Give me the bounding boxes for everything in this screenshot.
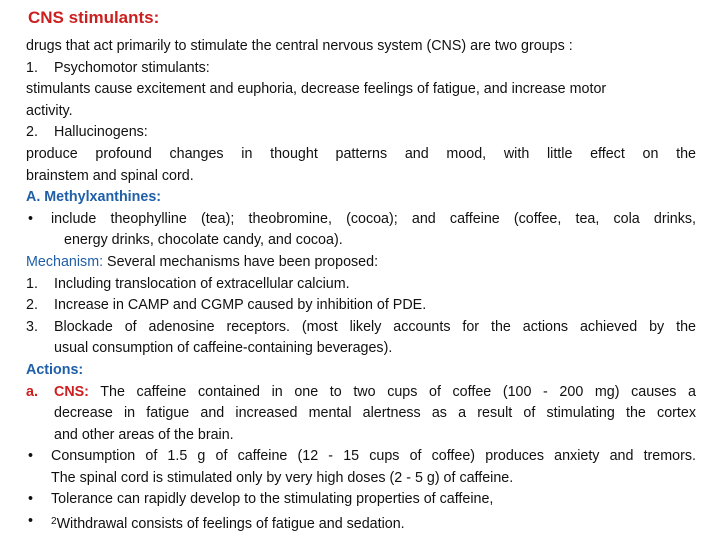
group-2-number: 2. (26, 124, 38, 141)
action-a (26, 382, 696, 447)
actions-heading: Actions: (26, 361, 84, 378)
section-a-heading: A. Methylxanthines: (26, 189, 162, 206)
mechanism-item-1-text: Including translocation of extracellular calcium. (54, 275, 350, 292)
mechanism-item-2-text: Increase in CAMP and CGMP caused by inhibition of PDE. (54, 297, 427, 314)
action-a-number: a. (26, 383, 38, 400)
action-bullet-2 (26, 489, 696, 511)
section-a-item-line1: include theophylline (tea); theobromine, (cocoa); and caffeine (coffee, tea, cola drinks, (51, 210, 696, 227)
group-2-desc-line2: brainstem and spinal cord. (26, 167, 194, 184)
bullet-icon: • (28, 491, 34, 508)
page-number: 2 (51, 516, 57, 528)
action-bullet-2-line1: Tolerance can rapidly develop to the stimulating properties of caffeine, (51, 491, 494, 508)
action-bullet-3-text: Withdrawal consists of feelings of fatigue and sedation. (56, 516, 405, 533)
group-1 (26, 58, 696, 80)
mechanism-item-3 (26, 317, 696, 360)
intro-text: drugs that act primarily to stimulate the central nervous system (CNS) are two groups : (26, 38, 573, 54)
mechanism-item-2-number: 2. (26, 297, 38, 314)
bullet-icon: • (28, 210, 34, 227)
group-1-number: 1. (26, 59, 38, 76)
action-bullet-1-line1: Consumption of 1.5 g of caffeine (12 - 15 cups of coffee) produces anxiety and tremors. (51, 448, 696, 465)
mechanism-item-1-number: 1. (26, 275, 38, 292)
section-a-item (26, 209, 696, 252)
group-2-label: Hallucinogens: (54, 124, 148, 141)
action-bullet-3-line1 (51, 511, 696, 536)
mechanism-item-2 (26, 295, 696, 317)
action-a-line3: and other areas of the brain. (54, 426, 234, 443)
mechanism-text: Several mechanisms have been proposed: (103, 253, 379, 270)
group-2 (26, 122, 696, 144)
slide-title: CNS stimulants: (28, 8, 160, 27)
mechanism-item-1 (26, 274, 696, 296)
action-bullet-1-line2: The spinal cord is stimulated only by very high doses (2 - 5 g) of caffeine. (51, 469, 514, 486)
group-1-desc-line1: stimulants cause excitement and euphoria, decrease feelings of fatigue, and increase motor (26, 81, 607, 98)
mechanism-line (26, 252, 696, 274)
group-1-desc-line2: activity. (26, 102, 73, 119)
action-bullet-1 (26, 446, 696, 489)
mechanism-item-3-line1: Blockade of adenosine receptors. (most likely accounts for the actions achieved by the (54, 318, 696, 335)
bullet-icon: • (28, 513, 34, 530)
action-a-text: The caffeine contained in one to two cups of coffee (100 - 200 mg) causes a (88, 383, 696, 400)
action-bullet-3 (26, 511, 696, 536)
mechanism-item-3-line2: usual consumption of caffeine-containing beverages). (54, 340, 393, 357)
action-a-line1 (54, 382, 696, 404)
mechanism-item-3-number: 3. (26, 318, 38, 335)
group-1-label: Psychomotor stimulants: (54, 59, 210, 76)
action-a-line2: decrease in fatigue and increased mental alertness as a result of stimulating the cortex (54, 405, 696, 422)
action-a-label: CNS: (54, 383, 89, 400)
slide-body (26, 36, 696, 536)
group-2-desc-line1: produce profound changes in thought patterns and mood, with little effect on the (26, 145, 696, 162)
section-a-item-line2: energy drinks, chocolate candy, and cocoa). (64, 232, 343, 249)
bullet-icon: • (28, 448, 34, 465)
mechanism-label: Mechanism: (26, 253, 104, 270)
